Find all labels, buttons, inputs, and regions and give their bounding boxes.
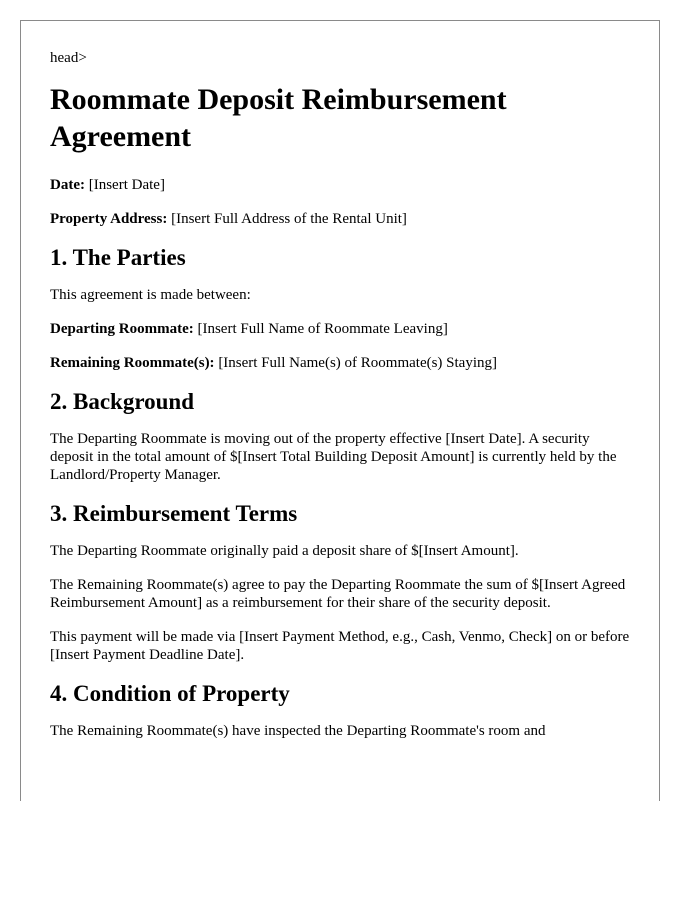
document-page — [20, 20, 660, 801]
address-line — [50, 210, 630, 228]
address-value: [Insert Full Address of the Rental Unit] — [171, 211, 407, 227]
date-value: [Insert Date] — [88, 177, 165, 193]
section-heading-parties: 1. The Parties — [50, 245, 186, 270]
background-paragraph: The Departing Roommate is moving out of the property effective [Insert Date]. A security deposit in the total amount of $[Insert Total Building Deposit Amount] is currently held by the Landlord/Property Manager. — [50, 431, 617, 483]
date-label: Date: — [50, 177, 85, 193]
section-heading-background: 2. Background — [50, 389, 195, 414]
document-body — [21, 21, 659, 740]
terms-paragraph-3: This payment will be made via [Insert Payment Method, e.g., Cash, Venmo, Check] on or before [Insert Payment Deadline Date]. — [50, 629, 630, 663]
remaining-roommate-label: Remaining Roommate(s): — [50, 355, 215, 371]
remaining-roommate-value: [Insert Full Name(s) of Roommate(s) Staying] — [218, 355, 498, 371]
condition-paragraph: The Remaining Roommate(s) have inspected the Departing Roommate's room and — [50, 723, 546, 739]
section-heading-condition: 4. Condition of Property — [50, 681, 290, 706]
terms-paragraph-1: The Departing Roommate originally paid a deposit share of $[Insert Amount]. — [50, 543, 519, 559]
section-heading-terms: 3. Reimbursement Terms — [50, 501, 298, 526]
departing-roommate-value: [Insert Full Name of Roommate Leaving] — [197, 321, 448, 337]
address-label: Property Address: — [50, 211, 168, 227]
remaining-roommate-line — [50, 354, 630, 372]
departing-roommate-line — [50, 320, 630, 338]
departing-roommate-label: Departing Roommate: — [50, 321, 194, 337]
date-line — [50, 176, 630, 194]
parties-intro: This agreement is made between: — [50, 287, 251, 303]
document-title: Roommate Deposit Reimbursement Agreement — [50, 83, 507, 153]
stray-markup-text: head> — [50, 50, 87, 66]
terms-paragraph-2: The Remaining Roommate(s) agree to pay the Departing Roommate the sum of $[Insert Agreed Reimbursement Amount] as a reimbursement for their share of the security deposit. — [50, 577, 626, 611]
